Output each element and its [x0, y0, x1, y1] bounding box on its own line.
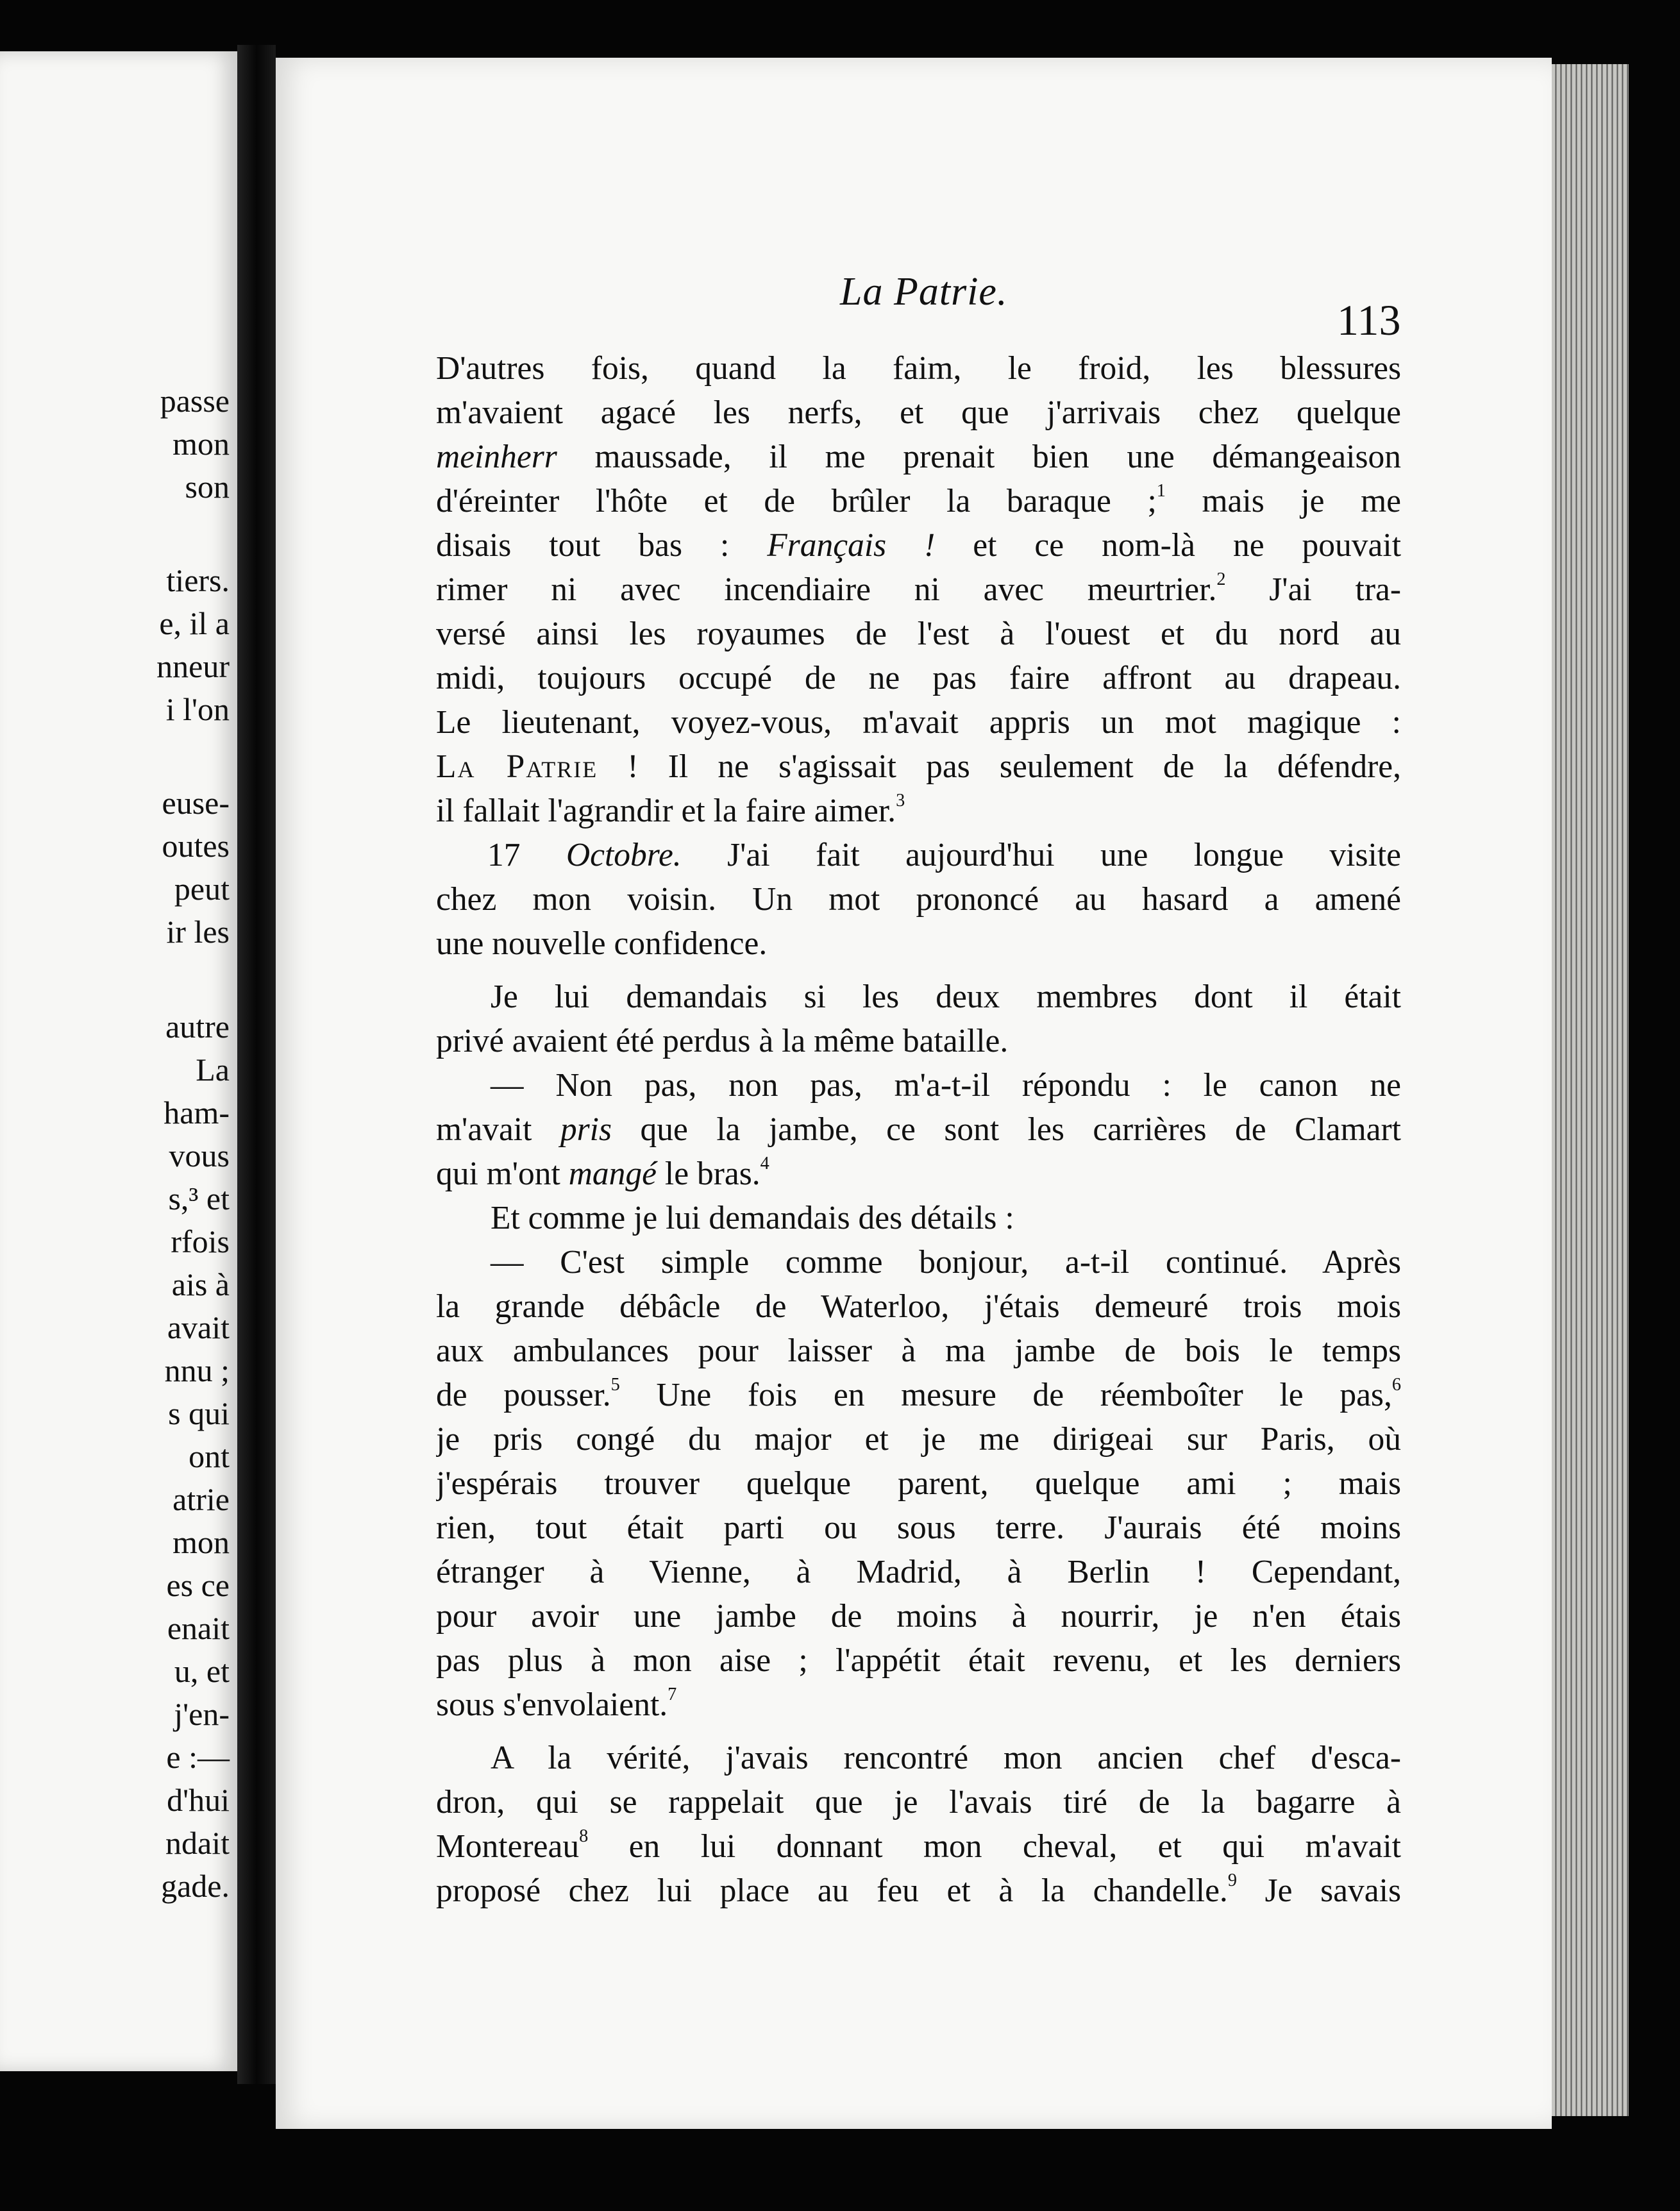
- left-fragment: avait: [167, 1309, 230, 1345]
- text-line: sous s'envolaient.$^7$: [436, 1684, 677, 1723]
- diary-entry-line: 17 Octobre. J'ai fait aujourd'hui une longue visite: [487, 837, 1401, 873]
- left-fragment: rfois: [171, 1223, 230, 1259]
- text-line: versé ainsi les royaumes de l'est à l'ouest et du nord au: [436, 616, 1401, 652]
- dialogue-line: — Non pas, non pas, m'a-t-il répondu : le canon ne: [491, 1067, 1401, 1104]
- left-fragment: es ce: [166, 1567, 230, 1603]
- diary-date: Octobre.: [566, 837, 682, 873]
- text-line: privé avaient été perdus à la même bataille.: [436, 1023, 1009, 1059]
- left-fragment: nneur: [156, 648, 230, 684]
- text-line: aux ambulances pour laisser à ma jambe de bois le temps: [436, 1332, 1401, 1369]
- text-line: rien, tout était parti ou sous terre. J'aurais été moins: [436, 1509, 1401, 1546]
- footnote-ref: 2: [1216, 569, 1226, 589]
- page-number: 113: [1337, 296, 1401, 344]
- text-line: rimer ni avec incendiaire ni avec meurtrier.$^2$ J'ai tra-: [436, 569, 1401, 608]
- text-line: qui m'ont mangé le bras.$^4$: [436, 1153, 769, 1192]
- text-line: meinherr maussade, il me prenait bien une démangeaison: [436, 439, 1401, 475]
- text-line: D'autres fois, quand la faim, le froid, les blessures: [436, 350, 1401, 387]
- text-line: Le lieutenant, voyez-vous, m'avait appris un mot magique :: [436, 704, 1401, 741]
- text-line: Je lui demandais si les deux membres dont il était: [491, 979, 1401, 1015]
- text-line: pour avoir une jambe de moins à nourrir, je n'en étais: [436, 1598, 1401, 1635]
- footnote-ref: 9: [1227, 1870, 1237, 1890]
- text-line: proposé chez lui place au feu et à la chandelle.$^9$ Je savais: [436, 1870, 1401, 1909]
- text-line: pas plus à mon aise ; l'appétit était revenu, et les derniers: [436, 1642, 1401, 1679]
- text-line: il fallait l'agrandir et la faire aimer.$^3$: [436, 790, 905, 829]
- left-fragment: outes: [162, 828, 230, 864]
- page-edges: [1552, 64, 1629, 2116]
- left-fragment: La: [196, 1052, 230, 1088]
- left-fragment: son: [185, 469, 230, 505]
- left-fragment: tiers.: [166, 562, 230, 598]
- left-fragment: s,³ et: [168, 1181, 230, 1216]
- footnote-ref: 5: [610, 1374, 620, 1395]
- left-fragment: gade.: [161, 1868, 230, 1904]
- left-fragment: vous: [169, 1138, 230, 1173]
- left-fragment: mon: [172, 426, 230, 462]
- left-facing-page: [0, 51, 237, 2071]
- text-line: m'avaient agacé les nerfs, et que j'arrivais chez quelque: [436, 394, 1401, 431]
- text-line: disais tout bas : Français ! et ce nom-là ne pouvait: [436, 527, 1401, 564]
- text-line: d'éreinter l'hôte et de brûler la baraque ;$^1$ mais je me: [436, 480, 1401, 519]
- footnote-ref: 8: [579, 1826, 589, 1846]
- text-line: une nouvelle confidence.: [436, 925, 768, 962]
- text-line: j'espérais trouver quelque parent, quelque ami ; mais: [436, 1465, 1401, 1502]
- left-fragment: e, il a: [159, 605, 230, 641]
- left-fragment: ndait: [165, 1825, 230, 1861]
- text-line: Montereau$^8$ en lui donnant mon cheval, et qui m'avait: [436, 1826, 1401, 1865]
- text-line: A la vérité, j'avais rencontré mon ancien chef d'esca-: [491, 1740, 1401, 1776]
- left-fragment: mon: [172, 1524, 230, 1560]
- left-fragment: passe: [160, 383, 230, 419]
- footnote-ref: 4: [760, 1153, 769, 1173]
- left-fragment: ais à: [171, 1266, 230, 1302]
- text-line: je pris congé du major et je me dirigeai sur Paris, où: [436, 1421, 1401, 1458]
- left-fragment: i l'on: [165, 691, 230, 727]
- left-fragment: enait: [167, 1610, 230, 1646]
- footnote-ref: 6: [1391, 1374, 1401, 1395]
- text-line: Et comme je lui demandais des détails :: [491, 1200, 1014, 1236]
- left-fragment: s qui: [168, 1395, 230, 1431]
- text-line: La Patrie ! Il ne s'agissait pas seulement de la défendre,: [436, 748, 1401, 785]
- left-fragment: ir les: [166, 914, 230, 950]
- text-line: étranger à Vienne, à Madrid, à Berlin ! Cependant,: [436, 1554, 1401, 1590]
- text-line: de pousser.$^5$ Une fois en mesure de réemboîter le pas,$^6$: [436, 1374, 1401, 1413]
- left-fragment: ont: [189, 1438, 230, 1474]
- book-gutter: [237, 45, 276, 2084]
- body-text: [436, 346, 1401, 1913]
- left-fragment: u, et: [174, 1653, 230, 1689]
- left-fragment: ham-: [164, 1095, 230, 1131]
- text-line: la grande débâcle de Waterloo, j'étais demeuré trois mois: [436, 1288, 1401, 1325]
- dialogue-line: — C'est simple comme bonjour, a-t-il continué. Après: [491, 1244, 1401, 1281]
- text-line: midi, toujours occupé de ne pas faire affront au drapeau.: [436, 660, 1401, 696]
- footnote-ref: 3: [896, 790, 905, 811]
- text-line: dron, qui se rappelait que je l'avais tiré de la bagarre à: [436, 1784, 1401, 1820]
- text-line: m'avait pris que la jambe, ce sont les carrières de Clamart: [436, 1111, 1401, 1148]
- left-fragment: e :—: [166, 1739, 230, 1775]
- text-line: chez mon voisin. Un mot prononcé au hasard a amené: [436, 881, 1401, 918]
- left-fragment: euse-: [162, 785, 230, 821]
- left-fragment: j'en-: [174, 1696, 230, 1732]
- left-fragment: d'hui: [167, 1782, 230, 1818]
- left-fragment: atrie: [172, 1481, 230, 1517]
- left-fragment: nnu ;: [164, 1352, 230, 1388]
- left-fragment: peut: [174, 871, 230, 907]
- left-fragment: autre: [165, 1009, 230, 1045]
- running-head: La Patrie.: [840, 270, 1008, 314]
- footnote-ref: 1: [1156, 480, 1166, 501]
- footnote-ref: 7: [668, 1684, 677, 1704]
